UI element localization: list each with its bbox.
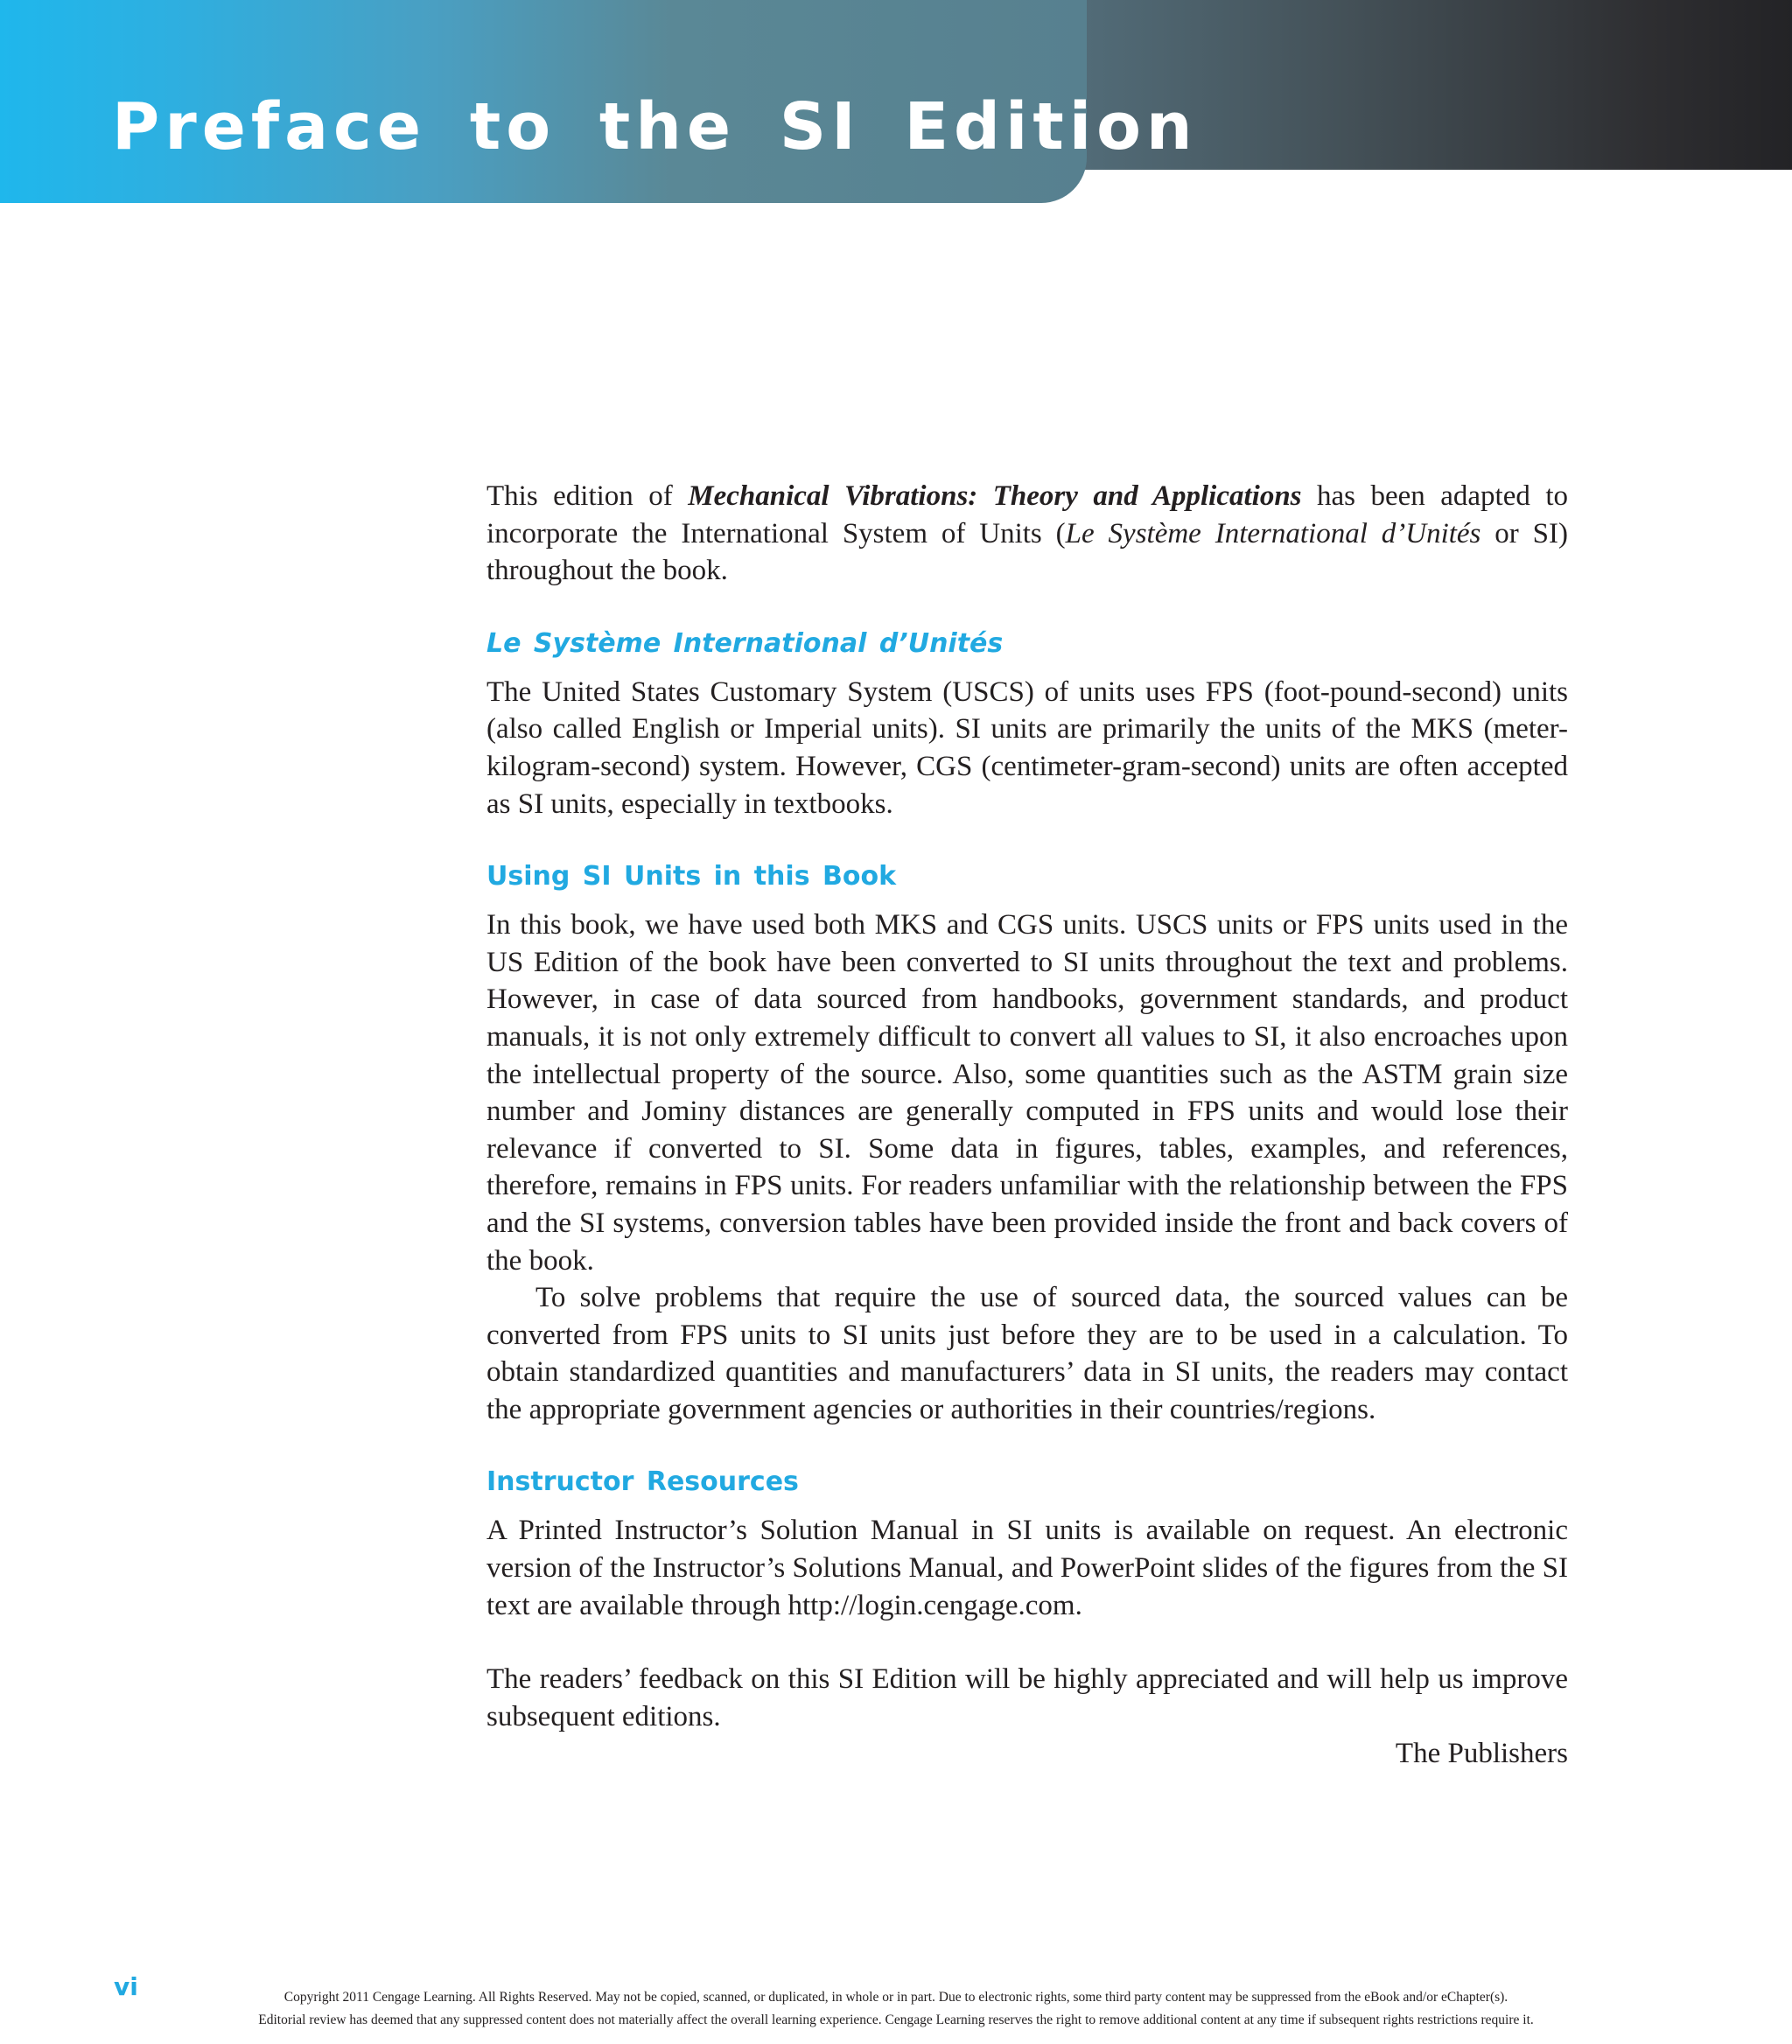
section-heading-using-si: Using SI Units in this Book	[486, 861, 897, 892]
page-title: Preface to the SI Edition	[112, 89, 1198, 164]
section-paragraph: A Printed Instructor’s Solution Manual in SI units is available on request. An electronic version of the Instructor’s Solutions Manual, and PowerPoint slides of the figures from the SI text are available through http://login.cengage.com.	[486, 1515, 1568, 1621]
copyright-line-1: Copyright 2011 Cengage Learning. All Rights Reserved. May not be copied, scanned, or duplicated, in whole or in part. Due to electronic rights, some third party content may be suppressed from the eBook and/or eChapter(s).	[284, 1990, 1508, 2005]
intro-text-middle: has been adapted to incorporate the International System of Units (	[486, 480, 1568, 550]
spacer	[486, 1500, 1568, 1512]
section-paragraph: The United States Customary System (USCS) of units uses FPS (foot-pound-second) units (also called English or Imperial units). SI units are primarily the units of the MKS (meter-kilogram-second) system. However, CGS (centimeter-gram-second) units are often accepted as SI units, especially in textbooks.	[486, 676, 1568, 820]
si-french-name: Le Système International d’Unités	[1065, 517, 1481, 550]
section-heading-si: Le Système International d’Unités	[486, 627, 1004, 659]
section-paragraph: To solve problems that require the use of sourced data, the sourced values can be converted from FPS units to SI units just before they are to be used in a calculation. To obtain standardized quantities and manufacturers’ data in SI units, the readers may contact the appropriate government agencies or authorities in their countries/regions.	[486, 1282, 1568, 1425]
page-number: vi	[114, 1972, 138, 2001]
signature: The Publishers	[1395, 1738, 1568, 1770]
intro-paragraph	[486, 478, 1568, 590]
spacer	[486, 1428, 1568, 1465]
intro-text-end: or SI) throughout the book.	[486, 517, 1568, 587]
spacer	[486, 662, 1568, 674]
spacer	[486, 894, 1568, 906]
header-banner	[0, 0, 1792, 203]
section-paragraph: In this book, we have used both MKS and CGS units. USCS units or FPS units used in the US Edition of the book have been converted to SI units throughout the text and problems. However, in case of data sourced from handbooks, government standards, and product manuals, it is not only extremely difficult to convert all values to SI, it also encroaches upon the intellectual property of the source. Also, some quantities such as the ASTM grain size number and Jominy distances are generally computed in FPS units and would lose their relevance if converted to SI. Some data in figures, tables, examples, and references, therefore, remains in FPS units. For readers unfamiliar with the relationship between the FPS and the SI systems, conversion tables have been provided inside the front and back covers of the book.	[486, 909, 1568, 1277]
section-heading-instructor-resources: Instructor Resources	[486, 1466, 799, 1498]
spacer	[486, 590, 1568, 626]
intro-text-start: This edition of	[486, 480, 689, 512]
closing-paragraph: The readers’ feedback on this SI Edition will be highly appreciated and will help us improve subsequent editions.	[486, 1663, 1568, 1732]
spacer	[486, 1624, 1568, 1661]
spacer	[486, 822, 1568, 859]
book-title: Mechanical Vibrations: Theory and Applications	[688, 480, 1302, 512]
copyright-line-2: Editorial review has deemed that any suppressed content does not materially affect the overall learning experience. Cengage Learning reserves the right to remove additional content at any time if subsequent rights restrictions require it.	[258, 2012, 1534, 2027]
copyright-notice	[0, 1986, 1792, 2032]
preface-body	[486, 478, 1568, 1773]
